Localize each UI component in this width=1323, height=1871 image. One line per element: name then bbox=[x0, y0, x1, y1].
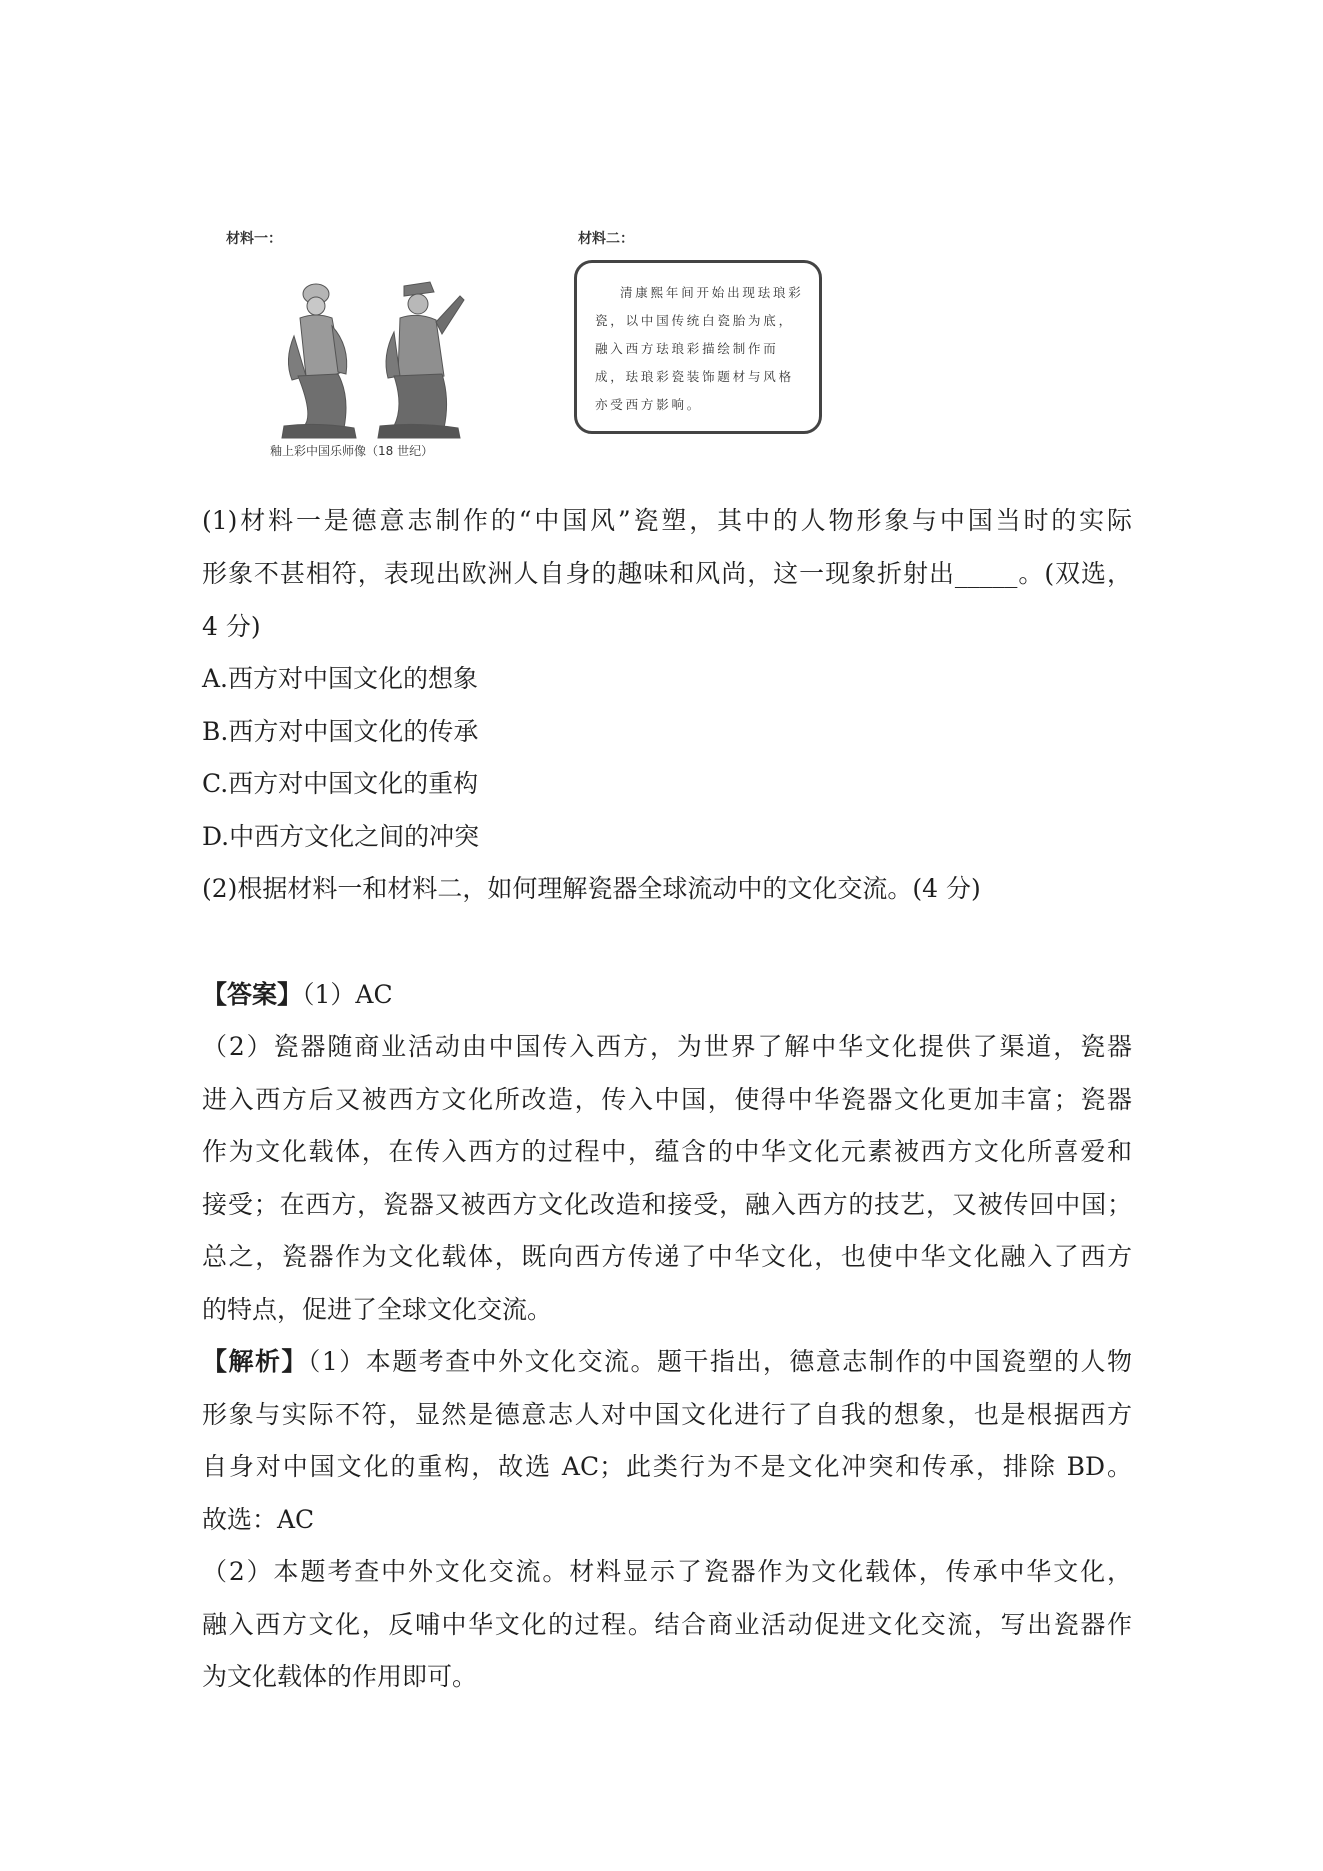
analysis-tag: 【解析】 bbox=[202, 1347, 308, 1376]
material-two-text: 清康熙年间开始出现珐琅彩瓷，以中国传统白瓷胎为底，融入西方珐琅彩描绘制作而成，珐琅彩瓷装饰题材与风格亦受西方影响。 bbox=[595, 285, 804, 412]
question-1-line-2: 形象不甚相符，表现出欧洲人自身的趣味和风尚，这一现象折射出_____。(双选， bbox=[202, 559, 1132, 588]
analysis-heading bbox=[202, 1345, 1132, 1379]
answer-line: 的特点，促进了全球文化交流。 bbox=[202, 1295, 553, 1324]
option-b: B.西方对中国文化的传承 bbox=[202, 717, 479, 746]
question-2: (2)根据材料一和材料二，如何理解瓷器全球流动中的文化交流。(4 分) bbox=[202, 874, 981, 903]
figure-caption: 釉上彩中国乐师像（18 世纪） bbox=[270, 444, 434, 458]
answer-line: 作为文化载体，在传入西方的过程中，蕴含的中华文化元素被西方文化所喜爱和 bbox=[202, 1137, 1132, 1166]
material-figure bbox=[222, 222, 826, 472]
material-two-label: 材料二： bbox=[578, 231, 634, 247]
option-a: A.西方对中国文化的想象 bbox=[202, 664, 479, 693]
option-d: D.中西方文化之间的冲突 bbox=[202, 822, 480, 851]
question-1-line-3: 4 分) bbox=[202, 612, 261, 641]
analysis-line: （2）本题考查中外文化交流。材料显示了瓷器作为文化载体，传承中华文化， bbox=[202, 1557, 1132, 1586]
analysis-line: 融入西方文化，反哺中华文化的过程。结合商业活动促进文化交流，写出瓷器作 bbox=[202, 1610, 1132, 1639]
answer-line: 接受；在西方，瓷器又被西方文化改造和接受，融入西方的技艺，又被传回中国； bbox=[202, 1190, 1132, 1219]
question-1-line-1: (1)材料一是德意志制作的“中国风”瓷塑，其中的人物形象与中国当时的实际 bbox=[202, 506, 1132, 535]
analysis-line: 为文化载体的作用即可。 bbox=[202, 1662, 478, 1691]
answer-heading bbox=[202, 978, 393, 1012]
answer-part-1: （1）AC bbox=[302, 980, 393, 1009]
answer-line: 总之，瓷器作为文化载体，既向西方传递了中华文化，也使中华文化融入了西方 bbox=[202, 1242, 1132, 1271]
answer-line: （2）瓷器随商业活动由中国传入西方，为世界了解中华文化提供了渠道，瓷器 bbox=[202, 1032, 1132, 1061]
analysis-line: 故选：AC bbox=[202, 1505, 315, 1534]
analysis-line: 形象与实际不符，显然是德意志人对中国文化进行了自我的想象，也是根据西方 bbox=[202, 1400, 1132, 1429]
option-c: C.西方对中国文化的重构 bbox=[202, 769, 479, 798]
material-two-box bbox=[574, 260, 822, 434]
porcelain-figurines-image bbox=[254, 276, 484, 446]
analysis-first-line: （1）本题考查中外文化交流。题干指出，德意志制作的中国瓷塑的人物 bbox=[307, 1347, 1132, 1376]
material-one-label: 材料一： bbox=[226, 231, 282, 247]
analysis-line: 自身对中国文化的重构，故选 AC；此类行为不是文化冲突和传承，排除 BD。 bbox=[202, 1452, 1132, 1481]
answer-line: 进入西方后又被西方文化所改造，传入中国，使得中华瓷器文化更加丰富；瓷器 bbox=[202, 1085, 1132, 1114]
answer-tag: 【答案】 bbox=[202, 980, 303, 1009]
